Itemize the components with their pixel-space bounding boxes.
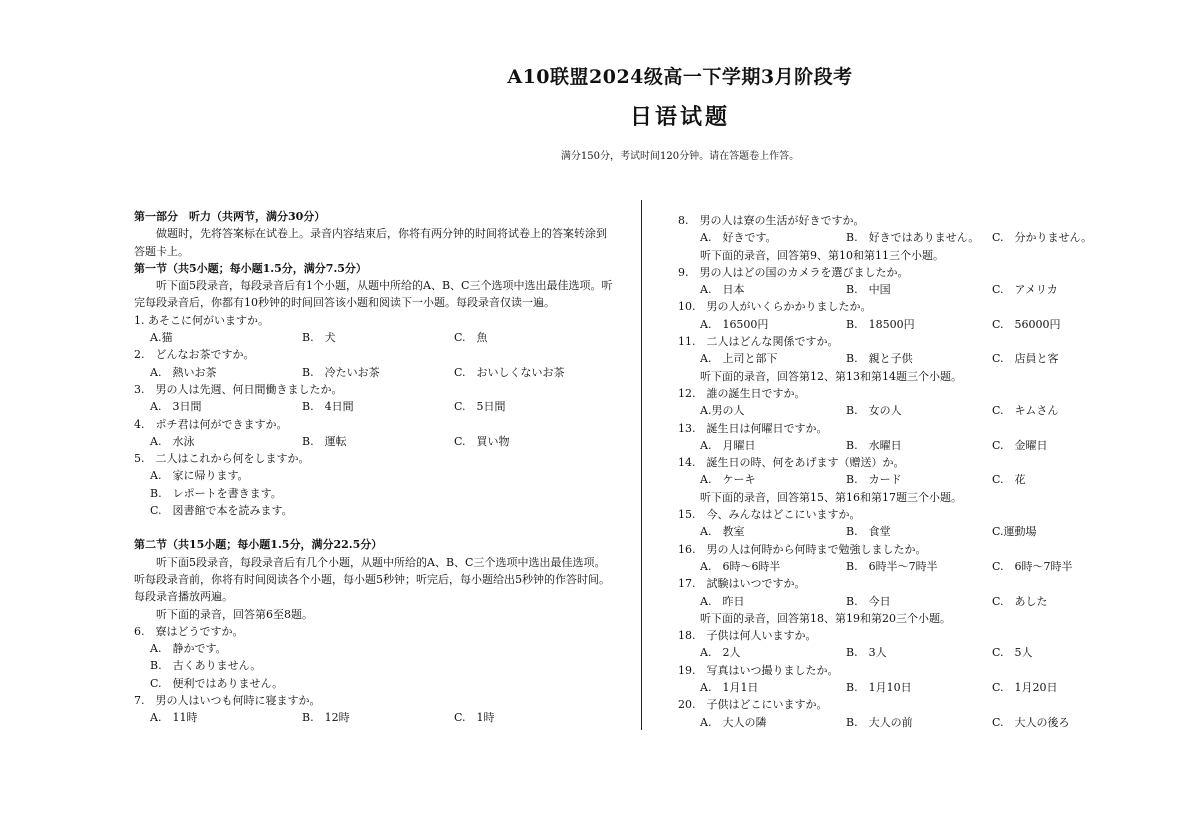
option-row [678, 316, 1098, 333]
question-text: 20. 子供はどこにいますか。 [678, 698, 828, 712]
option-a: A. 水泳 [150, 434, 195, 448]
option-a: A. 好きです。 [700, 231, 777, 245]
question-block-16 [678, 541, 1098, 576]
question-text: 10. 男の人がいくらかかりましたか。 [678, 300, 872, 314]
exam-instructions: 满分150分，考试时间120分钟。请在答题卷上作答。 [560, 151, 800, 162]
option-b: B. レポートを書きます。 [150, 486, 282, 500]
option-a: A. 教室 [700, 525, 745, 539]
question-text: 1. あそこに何がいますか。 [134, 313, 269, 327]
question-block-3 [134, 381, 614, 416]
part1-heading: 第一部分 听力（共两节，满分30分） [134, 210, 326, 223]
question-text: 19. 写真はいつ撮りましたか。 [678, 663, 839, 677]
question-block-19 [678, 662, 1098, 697]
option-c: C. 56000円 [992, 317, 1061, 331]
question-text: 11. 二人はどんな関係ですか。 [678, 335, 839, 349]
option-b: B. 運転 [302, 434, 347, 448]
question-text: 5. 二人はこれから何をしますか。 [134, 452, 310, 466]
option-b: B. 4日間 [302, 400, 354, 414]
section2-heading: 第二节（共15小题；每小题1.5分，满分22.5分） [134, 538, 383, 552]
option-b: B. 中国 [846, 283, 891, 297]
option-c: C. おいしくないお茶 [454, 365, 565, 379]
option-row [678, 350, 1098, 367]
question-text: 4. ポチ君は何ができますか。 [134, 417, 288, 431]
option-a: A. 1月1日 [700, 681, 759, 695]
option-c: C. 花 [992, 473, 1026, 487]
question-text: 17. 試験はいつですか。 [678, 577, 806, 591]
question-text: 15. 今、みんなはどこにいますか。 [678, 508, 861, 522]
question-text: 14. 誕生日の時、何をあげます（赠送）か。 [678, 456, 905, 470]
option-c: C. 1時 [454, 711, 495, 725]
question-block-1 [134, 312, 614, 347]
question-block-10 [678, 298, 1098, 333]
question-block-7 [134, 692, 614, 727]
question-block-5 [134, 450, 614, 519]
option-c: C.運動場 [992, 525, 1037, 539]
option-a: A. 3日間 [150, 400, 202, 414]
group-instruction: 听下面的录音，回答第12、第13和第14题三个小题。 [700, 369, 962, 383]
option-c: C. キムさん [992, 404, 1059, 418]
option-a: A. 上司と部下 [700, 352, 778, 366]
question-text: 3. 男の人は先週、何日間働きましたか。 [134, 382, 343, 396]
option-a: A. 6時～6時半 [700, 559, 781, 573]
option-c: C. 店員と客 [992, 352, 1059, 366]
option-b: B. 6時半～7時半 [846, 559, 938, 573]
option-c: C. 1月20日 [992, 681, 1058, 695]
section2-intro: 听下面5段录音，每段录音后有几个小题，从题中所给的A、B、C三个选项中选出最佳选项。听每段录音前，你将有时间阅读各个小题，每小题5秒钟；听完后，每小题给出5秒钟的作答时间。每段录音播放两遍。 [134, 555, 610, 604]
question-block-14 [678, 454, 1098, 489]
option-a: A. 16500円 [700, 317, 769, 331]
question-text: 7. 男の人はいつも何時に寝ますか。 [134, 694, 321, 708]
question-text: 6. 寮はどうですか。 [134, 624, 244, 638]
option-c: C. 大人の後ろ [992, 715, 1070, 729]
option-row [134, 398, 614, 415]
option-b: B. 好きではありません。 [846, 231, 980, 245]
left-column [134, 208, 614, 727]
option-b: B. 大人の前 [846, 715, 913, 729]
question-text: 16. 男の人は何時から何時まで勉強しましたか。 [678, 542, 927, 556]
option-c: C. 魚 [454, 331, 488, 345]
group-instruction: 听下面的录音，回答第15、第16和第17题三个小题。 [700, 490, 962, 504]
question-block-6 [134, 623, 614, 692]
question-block-18 [678, 627, 1098, 662]
option-a: A. 昨日 [700, 594, 745, 608]
question-text: 9. 男の人はどの国のカメラを選びましたか。 [678, 265, 909, 279]
option-c: C. 金曜日 [992, 438, 1048, 452]
option-c: C. 分かりません。 [992, 231, 1093, 245]
option-a: A. 2人 [700, 646, 741, 660]
option-b: B. 食堂 [846, 525, 891, 539]
option-c: C. 買い物 [454, 434, 510, 448]
option-b: B. 3人 [846, 646, 887, 660]
question-text: 18. 子供は何人いますか。 [678, 629, 817, 643]
group-instruction: 听下面的录音，回答第9、第10和第11三个小题。 [700, 248, 944, 262]
question-block-2 [134, 346, 614, 381]
question-text: 13. 誕生日は何曜日ですか。 [678, 421, 828, 435]
option-a: A. 11時 [150, 711, 198, 725]
option-row [134, 433, 614, 450]
option-c: C. あした [992, 594, 1048, 608]
option-c: C. 便利ではありません。 [150, 676, 284, 690]
option-b: B. 古くありません。 [150, 659, 262, 673]
option-a: A. 静かです。 [150, 642, 227, 656]
option-b: B. 1月10日 [846, 681, 912, 695]
option-c: C. 5日間 [454, 400, 506, 414]
group-instruction: 听下面的录音，回答第6至8题。 [156, 607, 313, 621]
question-block-12 [678, 385, 1098, 420]
option-row [134, 709, 614, 726]
exam-title: A10联盟2024级高一下学期3月阶段考 [507, 66, 853, 88]
option-row [678, 402, 1098, 419]
option-row [678, 437, 1098, 454]
option-b: B. 18500円 [846, 317, 915, 331]
exam-subject: 日语试题 [629, 104, 730, 130]
option-a: A.猫 [150, 331, 173, 345]
section1-heading: 第一节（共5小题；每小题1.5分，满分7.5分） [134, 261, 367, 275]
option-c: C. 図書館で本を読みます。 [150, 504, 293, 518]
option-b: B. 女の人 [846, 404, 902, 418]
option-row [678, 558, 1098, 575]
option-c: C. 5人 [992, 646, 1033, 660]
question-block-9 [678, 264, 1098, 299]
question-text: 12. 誰の誕生日ですか。 [678, 386, 806, 400]
option-a: A. 熱いお茶 [150, 365, 217, 379]
option-row [678, 281, 1098, 298]
question-text: 8. 男の人は寮の生活が好きですか。 [678, 214, 865, 227]
option-b: B. カード [846, 473, 902, 487]
question-block-13 [678, 420, 1098, 455]
option-row [678, 593, 1098, 610]
question-text: 2. どんなお茶ですか。 [134, 348, 255, 362]
option-row [678, 523, 1098, 540]
option-row [678, 714, 1098, 731]
option-row [678, 229, 1098, 246]
column-divider [641, 200, 642, 730]
option-row [134, 329, 614, 346]
option-b: B. 今日 [846, 594, 891, 608]
right-column [678, 212, 1098, 731]
question-block-17 [678, 575, 1098, 610]
option-b: B. 犬 [302, 331, 336, 345]
question-block-20 [678, 696, 1098, 731]
option-b: B. 12時 [302, 711, 350, 725]
group-instruction: 听下面的录音，回答第18、第19和第20三个小题。 [700, 611, 951, 625]
option-b: B. 水曜日 [846, 438, 902, 452]
option-row [678, 471, 1098, 488]
part1-intro: 做题时，先将答案标在试卷上。录音内容结束后，你将有两分钟的时间将试卷上的答案转涂到答题卡上。 [134, 227, 607, 258]
option-a: A. ケーキ [700, 473, 756, 487]
question-block-15 [678, 506, 1098, 541]
question-block-11 [678, 333, 1098, 368]
question-block-8 [678, 212, 1098, 247]
question-block-4 [134, 416, 614, 451]
option-row [134, 364, 614, 381]
option-row [678, 644, 1098, 661]
option-a: A. 家に帰ります。 [150, 469, 249, 483]
option-c: C. 6時～7時半 [992, 559, 1073, 573]
option-a: A.男の人 [700, 404, 745, 418]
option-a: A. 月曜日 [700, 438, 756, 452]
section1-intro: 听下面5段录音，每段录音后有1个小题，从题中所给的A、B、C三个选项中选出最佳选项。听完每段录音后，你都有10秒钟的时间回答该小题和阅读下一小题。每段录音仅读一遍。 [134, 279, 613, 310]
option-b: B. 冷たいお茶 [302, 365, 380, 379]
option-c: C. アメリカ [992, 283, 1058, 297]
option-a: A. 大人の隣 [700, 715, 767, 729]
option-a: A. 日本 [700, 283, 745, 297]
option-row [678, 679, 1098, 696]
option-b: B. 親と子供 [846, 352, 913, 366]
